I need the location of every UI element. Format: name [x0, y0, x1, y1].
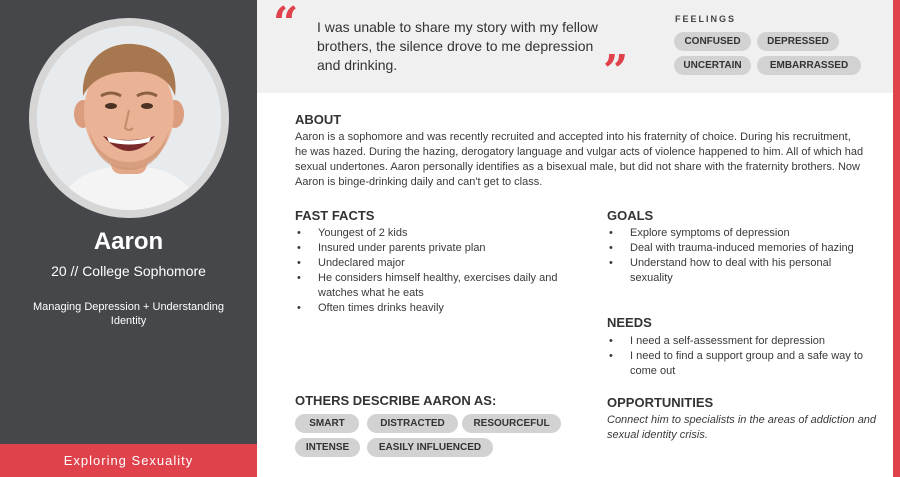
trait-chip: DISTRACTED	[367, 414, 458, 433]
list-item: • I need a self-assessment for depression	[607, 334, 887, 349]
quote-box	[257, 0, 893, 97]
feeling-chip: UNCERTAIN	[674, 56, 751, 75]
needs-list	[607, 334, 887, 379]
about-heading: ABOUT	[295, 112, 342, 127]
persona-photo	[37, 26, 221, 210]
list-item: • Explore symptoms of depression	[607, 226, 877, 241]
feelings-label: FEELINGS	[675, 14, 737, 24]
list-item: • Often times drinks heavily	[295, 301, 585, 316]
list-item: • I need to find a support group and a safe way to come out	[607, 349, 887, 379]
persona-name: Aaron	[93, 228, 164, 255]
feeling-chip: DEPRESSED	[757, 32, 839, 51]
goals-list	[607, 226, 877, 286]
persona-subtitle: 20 // College Sophomore	[51, 263, 206, 279]
feeling-chip: EMBARRASSED	[757, 56, 861, 75]
goals-heading: GOALS	[607, 208, 654, 223]
feeling-chip: CONFUSED	[674, 32, 751, 51]
needs-heading: NEEDS	[607, 315, 652, 330]
list-item: • Undeclared major	[295, 256, 585, 271]
trait-chip: INTENSE	[295, 438, 360, 457]
trait-chip: EASILY INFLUENCED	[367, 438, 493, 457]
list-item: • Youngest of 2 kids	[295, 226, 585, 241]
avatar-ring	[29, 18, 229, 218]
about-text: Aaron is a sophomore and was recently recruited and accepted into his fraternity of choice. During his recruitment, he was hazed. During the hazing, derogatory language and vulgar acts of violence happened to him. All of which had sexual undertones. Aaron personally identifies as a bisexual male, but did not share with the fraternity brothers. Now Aaron is binge-drinking daily and can't get to class.	[295, 131, 864, 188]
persona-banner: Exploring Sexuality	[0, 444, 257, 477]
fast-facts-heading: FAST FACTS	[295, 208, 375, 223]
list-item: • He considers himself healthy, exercises daily and watches what he eats	[295, 271, 585, 301]
quote-text: I was unable to share my story with my fellow brothers, the silence drove to me depression and drinking.	[317, 19, 598, 73]
list-item: • Understand how to deal with his personal sexuality	[607, 256, 877, 286]
accent-bar	[893, 0, 900, 477]
fast-facts-list	[295, 226, 585, 316]
persona-sidebar	[0, 0, 257, 477]
quote-close-icon: ”	[603, 46, 629, 97]
opportunities-heading: OPPORTUNITIES	[607, 395, 714, 410]
avatar	[37, 26, 221, 210]
list-item: • Deal with trauma-induced memories of hazing	[607, 241, 877, 256]
persona-tagline: Managing Depression + Understanding Identity	[32, 301, 225, 327]
trait-chip: RESOURCEFUL	[462, 414, 561, 433]
trait-chip: SMART	[295, 414, 359, 433]
quote-open-icon: “	[273, 0, 299, 49]
opportunities-text: Connect him to specialists in the areas of addiction and sexual identity crisis.	[607, 414, 877, 441]
others-describe-heading: OTHERS DESCRIBE AARON AS:	[295, 393, 497, 408]
list-item: • Insured under parents private plan	[295, 241, 585, 256]
